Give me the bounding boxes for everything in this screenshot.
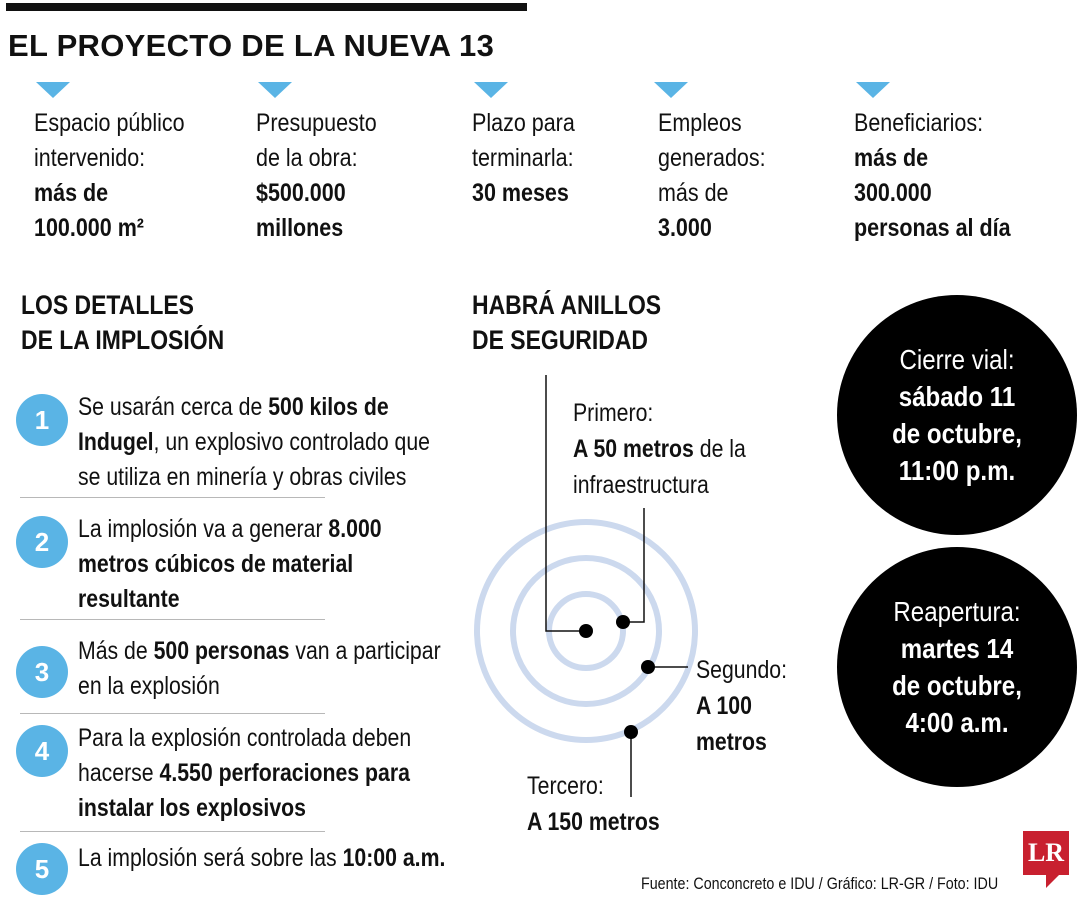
- lr-logo-tail: [1046, 874, 1060, 888]
- step-segment: van a participar: [289, 637, 441, 665]
- ring-label-text: Tercero:: [527, 772, 604, 800]
- stat-label: más de: [658, 179, 729, 207]
- stat-label: Plazo para: [472, 109, 575, 137]
- first-ring-dot: [616, 615, 630, 629]
- reopening-label: Reapertura:: [893, 596, 1021, 627]
- step-highlight: Indugel: [78, 428, 154, 456]
- step-segment: Más de: [78, 637, 154, 665]
- leader-first: [623, 508, 644, 622]
- step-number-badge: 2: [16, 516, 68, 568]
- stat-label: generados:: [658, 144, 766, 172]
- ring-label-suffix: de la: [693, 435, 746, 463]
- stat-label: Espacio público: [34, 109, 185, 137]
- step-segment: hacerse: [78, 759, 160, 787]
- stat-value: 300.000: [854, 179, 932, 207]
- step-highlight: 500 personas: [153, 637, 290, 665]
- step-segment: La implosión va a generar: [78, 515, 329, 543]
- stat-value: millones: [256, 214, 344, 242]
- closure-value: de octubre,: [892, 418, 1022, 449]
- stat-label: Beneficiarios:: [854, 109, 984, 137]
- closure-value: 11:00 p.m.: [898, 455, 1016, 486]
- ring-distance: A 50 metros: [573, 435, 694, 463]
- reopening-value: de octubre,: [892, 670, 1022, 701]
- step-highlight: 4.550 perforaciones para: [159, 759, 410, 787]
- third-ring-dot: [624, 725, 638, 739]
- stat-value: 30 meses: [472, 179, 569, 207]
- ring-distance: A 100: [696, 692, 752, 720]
- source-credit: Fuente: Conconcreto e IDU / Gráfico: LR-GR / Foto: IDU: [641, 874, 999, 893]
- page-title: EL PROYECTO DE LA NUEVA 13: [8, 28, 495, 63]
- stat-value: 100.000 m²: [34, 214, 144, 242]
- step-segment: La implosión será sobre las: [78, 844, 343, 872]
- rings-title-line: DE SEGURIDAD: [472, 325, 648, 355]
- stat-label: terminarla:: [472, 144, 574, 172]
- stat-label: Empleos: [658, 109, 742, 137]
- third-ring-label: [527, 768, 660, 840]
- reopening-badge: [837, 547, 1077, 787]
- reopening-value: 4:00 a.m.: [905, 707, 1009, 738]
- second-ring-dot: [641, 660, 655, 674]
- center-dot: [579, 624, 593, 638]
- step-number-badge: 1: [16, 394, 68, 446]
- step-highlight: resultante: [78, 585, 180, 613]
- step-segment: , un explosivo controlado que: [153, 428, 431, 456]
- step-highlight: metros cúbicos de material: [78, 550, 354, 578]
- lr-logo: LR: [1023, 831, 1069, 875]
- stat-label: Presupuesto: [256, 109, 377, 137]
- first-ring-label: [573, 395, 746, 503]
- road-closure-badge: [837, 295, 1077, 535]
- ring-distance: metros: [696, 728, 767, 756]
- stat-value: más de: [854, 144, 929, 172]
- step-highlight: 500 kilos de: [268, 393, 389, 421]
- stat-value: más de: [34, 179, 109, 207]
- details-title-line: DE LA IMPLOSIÓN: [21, 325, 225, 355]
- details-title-line: LOS DETALLES: [21, 290, 194, 320]
- step-highlight: 8.000: [328, 515, 382, 543]
- stat-value: 3.000: [658, 214, 712, 242]
- step-number-badge: 4: [16, 725, 68, 777]
- stat-value: personas al día: [854, 214, 1011, 242]
- closure-value: sábado 11: [898, 381, 1016, 412]
- reopening-value: martes 14: [900, 633, 1014, 664]
- ring-label-text: infraestructura: [573, 471, 709, 499]
- second-ring-label: [696, 652, 787, 760]
- step-number-badge: 5: [16, 843, 68, 895]
- step-segment: Para la explosión controlada deben: [78, 724, 412, 752]
- ring-distance: A 150 metros: [527, 808, 660, 836]
- ring-label-text: Primero:: [573, 399, 654, 427]
- step-segment: Se usarán cerca de: [78, 393, 269, 421]
- stat-value: $500.000: [256, 179, 346, 207]
- stat-label: intervenido:: [34, 144, 146, 172]
- step-segment: se utiliza en minería y obras civiles: [78, 463, 407, 491]
- stat-label: de la obra:: [256, 144, 358, 172]
- step-number-badge: 3: [16, 646, 68, 698]
- step-highlight: 10:00 a.m.: [342, 844, 446, 872]
- step-segment: en la explosión: [78, 672, 220, 700]
- step-highlight: instalar los explosivos: [78, 794, 306, 822]
- closure-label: Cierre vial:: [899, 344, 1015, 375]
- rings-title-line: HABRÁ ANILLOS: [472, 290, 662, 320]
- ring-label-text: Segundo:: [696, 656, 787, 684]
